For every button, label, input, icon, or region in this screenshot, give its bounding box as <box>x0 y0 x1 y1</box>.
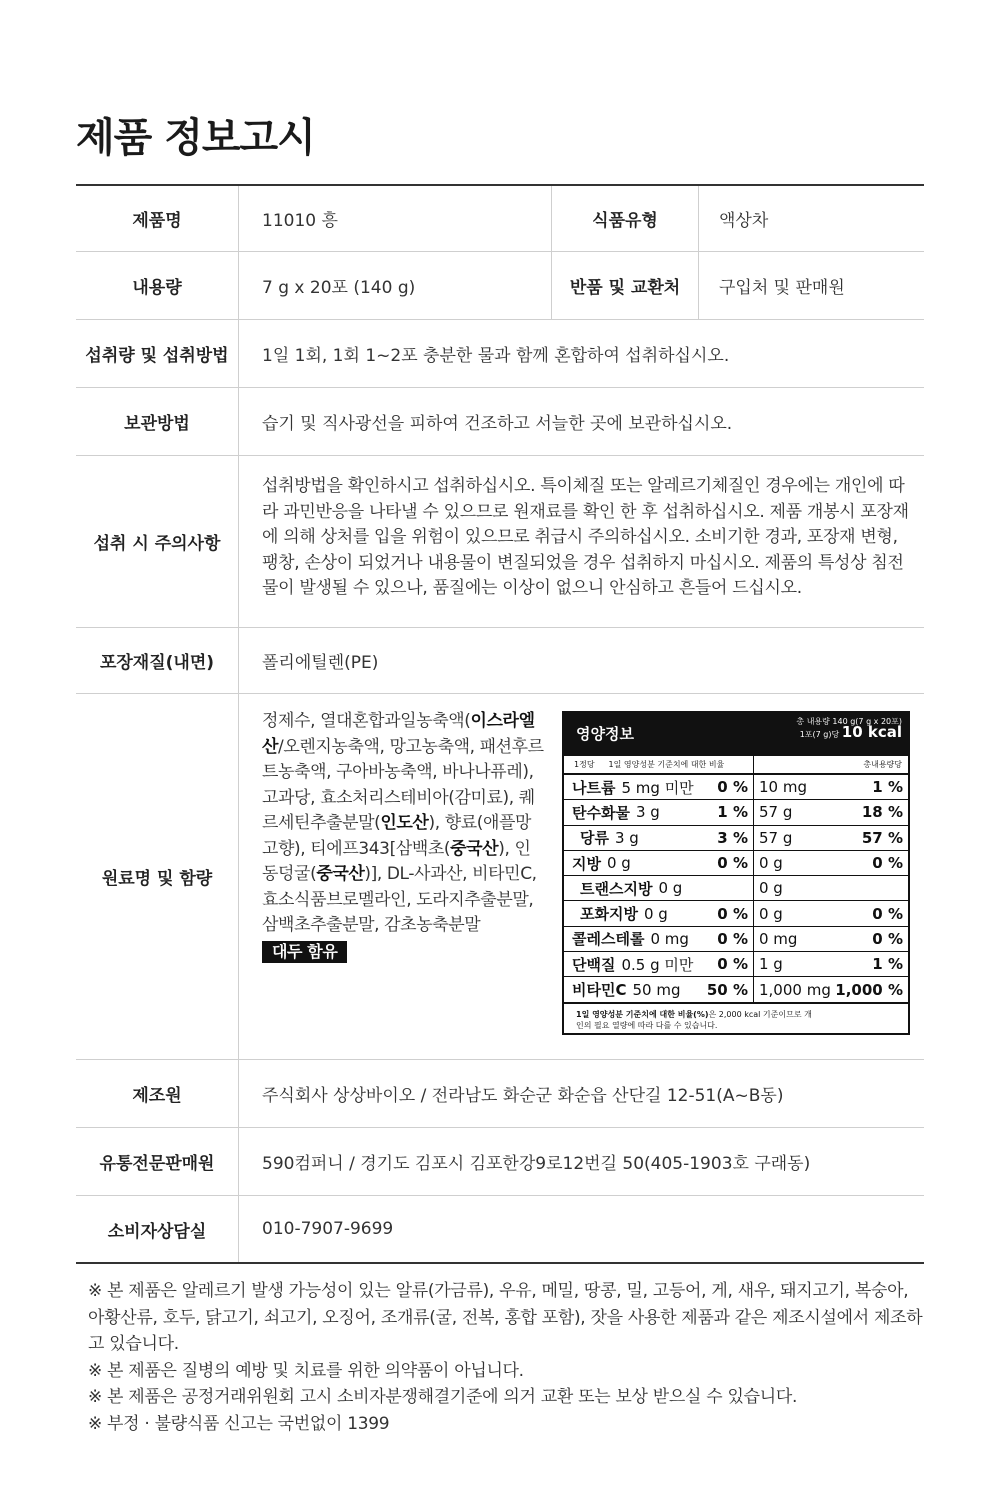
nutrient-name: 탄수화물 <box>572 803 630 822</box>
nutrient-name: 지방 <box>572 854 601 873</box>
ingredients-text: 정제수, 열대혼합과일농축액(이스라엘산/오렌지농축액, 망고농축액, 패션후르트농축액, 구아바농축액, 바나나퓨레), 고과당, 효소처리스테비아(감미료), 퀘르세틴추출분말(인도산), 향료(애플망고향), 티에프343[삼백초(중국산), 인동덩굴(중국산)], DL-사과산, 비타민C, 효소식품브로멜라인, 도라지추출분말, 삼백초추출분말, 감초농축분말 대두 함유 <box>262 711 544 961</box>
table-row <box>76 456 924 628</box>
nutrient-amount: 0.5 g 미만 <box>621 955 694 974</box>
nutrient-amount: 0 g <box>606 854 631 873</box>
intake-value: 1일 1회, 1회 1~2포 충분한 물과 함께 혼합하여 섭취하십시오. <box>262 346 730 366</box>
page-title: 제품 정보고시 <box>76 115 315 161</box>
table-row <box>76 186 924 252</box>
nutrient-percent: 3 % <box>717 828 748 847</box>
table-row <box>76 388 924 456</box>
table-row <box>76 252 924 320</box>
nutrient-total-amount: 0 g <box>759 904 783 923</box>
sub-left-2: 1일 영양성분 기준치에 대한 비율 <box>608 760 725 769</box>
nutrient-total-amount: 57 g <box>759 828 793 847</box>
nutrition-row <box>564 901 908 926</box>
note-not-medicine: ※ 본 제품은 질병의 예방 및 치료를 위한 의약품이 아닙니다. <box>88 1360 524 1381</box>
ingredients-label: 원료명 및 함량 <box>76 694 239 1059</box>
table-row <box>76 694 924 1060</box>
nutrition-row <box>564 876 908 901</box>
table-row <box>76 320 924 388</box>
table-row <box>76 1128 924 1196</box>
nutrition-footnote: 1일 영양성분 기준치에 대한 비율(%)은 2,000 kcal 기준이므로 개 인의 필요 열량에 따라 다를 수 있습니다. <box>564 1003 908 1031</box>
nutrient-amount: 3 g <box>614 828 639 847</box>
nutrition-header <box>564 713 908 756</box>
notes-section <box>88 1278 928 1437</box>
consumer-label: 소비자상담실 <box>76 1196 239 1262</box>
nutrient-percent: 0 % <box>717 854 748 873</box>
packaging-label: 포장재질(내면) <box>76 628 239 693</box>
nutrient-amount: 0 g <box>658 879 683 898</box>
ingredients-cell <box>239 694 924 1059</box>
nutrient-total-amount: 0 g <box>759 854 783 873</box>
sub-left-1: 1정당 <box>574 760 595 769</box>
nutrition-row <box>564 826 908 851</box>
return-value: 구입처 및 판매원 <box>719 278 845 298</box>
nutrient-amount: 0 mg <box>650 929 689 948</box>
food-type-value: 액상차 <box>719 211 769 231</box>
nutrient-name: 단백질 <box>572 955 616 974</box>
nutrition-row <box>564 775 908 800</box>
storage-label: 보관방법 <box>76 388 239 455</box>
product-name-label: 제품명 <box>76 186 239 251</box>
nutrient-amount: 0 g <box>643 904 668 923</box>
nutrient-total-amount: 1,000 mg <box>759 980 831 999</box>
nutrition-row <box>564 851 908 876</box>
nutrient-name: 당류 <box>580 829 609 848</box>
manufacturer-value: 주식회사 상상바이오 / 전라남도 화순군 화순읍 산단길 12-51(A~B동) <box>262 1086 784 1106</box>
food-type-label: 식품유형 <box>551 186 699 251</box>
caution-label: 섭취 시 주의사항 <box>76 456 239 627</box>
caution-value: 섭취방법을 확인하시고 섭취하십시오. 특이체질 또는 알레르기체질인 경우에는 개인에 따라 과민반응을 나타낼 수 있으므로 원재료를 확인 한 후 섭취하십시오. 제품 개봉시 포장재에 의해 상처를 입을 위험이 있으므로 취급시 주의하십시오. 소비기한 경과, 포장재 변형, 팽창, 손상이 되었거나 내용물이 변질되었을 경우 섭취하지 마십시오. 제품의 특성상 침전물이 발생될 수 있으나, 품질에는 이상이 없으니 안심하고 흔들어 드십시오. <box>262 476 909 598</box>
nutrition-row <box>564 800 908 825</box>
nutrition-row <box>564 977 908 1002</box>
nutrient-name: 나트륨 <box>572 778 616 797</box>
nutrition-kcal: 10 kcal <box>841 723 902 741</box>
nutrient-total-amount: 0 mg <box>759 929 798 948</box>
note-allergy: ※ 본 제품은 알레르기 발생 가능성이 있는 알류(가금류), 우유, 메밀, 땅콩, 밀, 고등어, 게, 새우, 돼지고기, 복숭아, 아황산류, 호두, 닭고기, 쇠고기, 오징어, 조개류(굴, 전복, 홍합 포함), 잣을 사용한 제품과 같은 제조시설에서 제조하고 있습니다. <box>88 1281 923 1354</box>
nutrient-percent: 0 % <box>717 778 748 797</box>
allergen-badge: 대두 함유 <box>262 941 347 963</box>
table-row <box>76 628 924 694</box>
nutrient-total-percent: 0 % <box>872 854 903 873</box>
note-report: ※ 부정 · 불량식품 신고는 국번없이 1399 <box>88 1413 390 1434</box>
nutrient-total-amount: 1 g <box>759 955 783 974</box>
nutrient-total-percent: 1 % <box>872 955 903 974</box>
content-label: 내용량 <box>76 252 239 319</box>
storage-value: 습기 및 직사광선을 피하여 건조하고 서늘한 곳에 보관하십시오. <box>262 414 733 434</box>
nutrient-total-percent: 57 % <box>861 828 903 847</box>
packaging-value: 폴리에틸렌(PE) <box>262 653 379 673</box>
nutrient-amount: 5 mg 미만 <box>621 778 694 797</box>
nutrient-total-percent: 1 % <box>872 778 903 797</box>
sub-right: 총내용량당 <box>863 760 902 769</box>
content-value: 7 g x 20포 (140 g) <box>262 278 416 298</box>
nutrient-amount: 3 g <box>635 803 660 822</box>
nutrient-total-percent: 0 % <box>872 929 903 948</box>
nutrient-name: 콜레스테롤 <box>572 930 645 949</box>
nutrient-percent: 0 % <box>717 904 748 923</box>
distributor-value: 590컴퍼니 / 경기도 김포시 김포한강9로12번길 50(405-1903호 구래동) <box>262 1154 811 1174</box>
product-name-value: 11010 흥 <box>262 211 338 231</box>
return-label: 반품 및 교환처 <box>551 252 699 319</box>
manufacturer-label: 제조원 <box>76 1060 239 1127</box>
table-row <box>76 1196 924 1262</box>
consumer-value: 010-7907-9699 <box>262 1219 394 1239</box>
distributor-label: 유통전문판매원 <box>76 1128 239 1195</box>
nutrition-total: 총 내용량 140 g(7 g x 20포) <box>796 717 902 726</box>
nutrient-total-amount: 10 mg <box>759 778 807 797</box>
nutrient-name: 트랜스지방 <box>580 879 653 898</box>
nutrient-percent: 50 % <box>706 980 748 999</box>
product-info-table <box>76 184 924 1264</box>
nutrient-total-percent: 0 % <box>872 904 903 923</box>
nutrient-percent: 0 % <box>717 955 748 974</box>
nutrient-amount: 50 mg <box>632 980 681 999</box>
note-exchange: ※ 본 제품은 공정거래위원회 고시 소비자분쟁해결기준에 의거 교환 또는 보상 받으실 수 있습니다. <box>88 1387 798 1407</box>
nutrition-facts-panel <box>562 711 910 1035</box>
nutrition-subheader <box>564 756 908 775</box>
nutrient-percent: 1 % <box>717 803 748 822</box>
nutrient-total-percent: 18 % <box>861 803 903 822</box>
nutrition-per-pack: 1포(7 g)당 <box>799 730 840 739</box>
nutrition-row <box>564 927 908 952</box>
intake-label: 섭취량 및 섭취방법 <box>76 320 239 387</box>
nutrient-total-percent: 1,000 % <box>835 980 903 999</box>
nutrient-name: 비타민C <box>572 981 627 1000</box>
nutrition-title: 영양정보 <box>576 725 634 743</box>
nutrient-percent: 0 % <box>717 929 748 948</box>
nutrition-row <box>564 952 908 977</box>
table-row <box>76 1060 924 1128</box>
nutrient-total-amount: 0 g <box>759 879 783 898</box>
nutrient-name: 포화지방 <box>580 905 638 924</box>
nutrient-total-amount: 57 g <box>759 803 793 822</box>
